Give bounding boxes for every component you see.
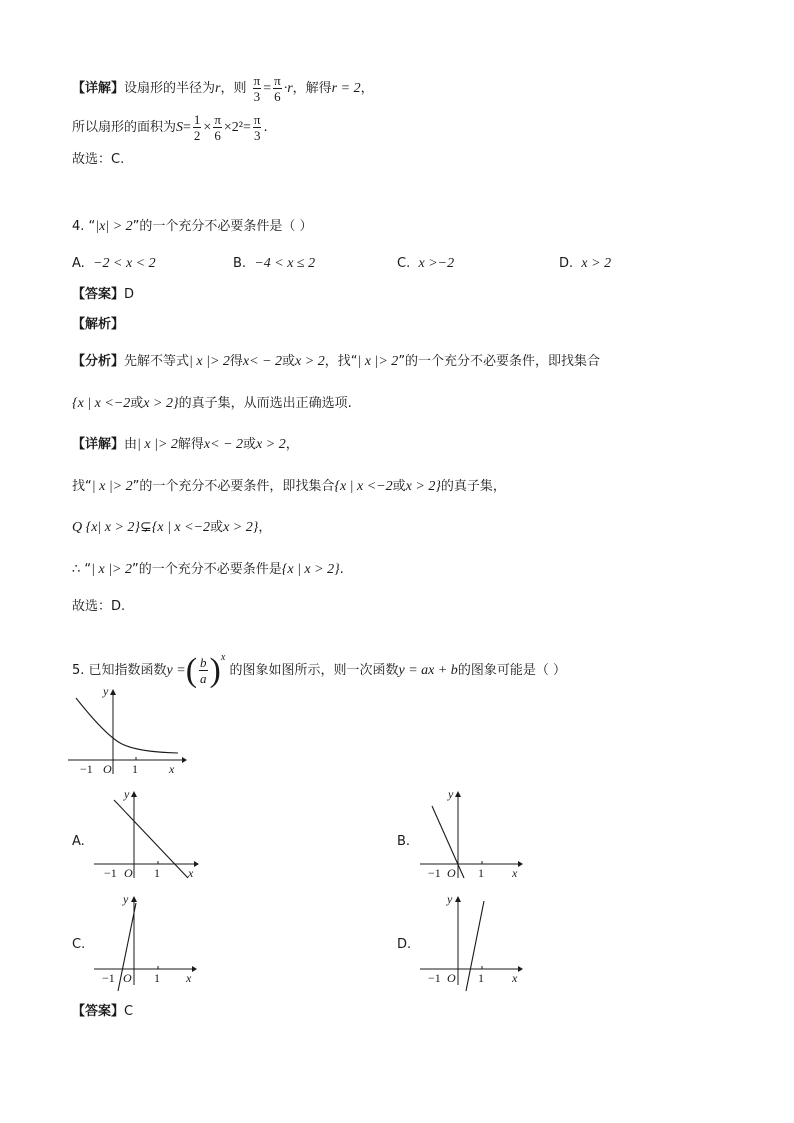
svg-text:y: y <box>103 684 109 698</box>
svg-text:y: y <box>123 892 129 906</box>
q3-detail-line1: 【详解】设扇形的半径为r，则 $\frac{\pi}{3}$ = $\frac{\pi}{6}$ ·r，解得r = 2， <box>72 73 374 104</box>
q5-option-b-graph <box>418 788 528 880</box>
q5-stem: 5. 已知指数函数y =( $\frac{b}{a}$ )$^x$ 的图象如图所示，则一次函数y = ax + b的图象可能是（ ） <box>72 651 566 689</box>
q5-option-a-graph <box>92 788 202 880</box>
svg-text:−1: −1 <box>428 971 441 985</box>
q4-choice: 故选：D. <box>72 599 126 614</box>
fraction: $\frac{\pi}{6}$ <box>214 112 221 143</box>
q5-option-d-label: D. <box>397 937 412 952</box>
svg-text:−1: −1 <box>428 866 441 880</box>
q4-answer: 【答案】D <box>72 287 135 302</box>
q5-option-c-label: C. <box>72 937 86 952</box>
q4-analysis-tag: 【解析】 <box>72 317 125 332</box>
q4-fenxi-line1: 【分析】先解不等式| x |> 2得x< − 2或x > 2，找“| x |> 2”的一个充分不必要条件，即找集合 <box>72 354 601 369</box>
svg-text:1: 1 <box>478 971 484 985</box>
svg-text:x: x <box>169 762 175 776</box>
svg-text:x: x <box>186 971 192 985</box>
svg-text:O: O <box>123 971 132 985</box>
svg-text:−1: −1 <box>102 971 115 985</box>
fraction: $\frac{\pi}{6}$ <box>274 73 281 104</box>
q3-choice: 故选：C. <box>72 152 125 167</box>
svg-text:O: O <box>447 971 456 985</box>
q4-option-b: B. −4 < x ≤ 2 <box>233 256 316 271</box>
svg-text:1: 1 <box>154 866 160 880</box>
detail-tag: 【详解】 <box>72 81 125 96</box>
q4-detail-line2: 找“| x |> 2”的一个充分不必要条件，即找集合{x | x <−2或x > 2}的真子集， <box>72 479 506 494</box>
svg-text:y: y <box>448 787 454 801</box>
svg-text:−1: −1 <box>104 866 117 880</box>
q5-option-c-graph <box>92 893 202 993</box>
q4-option-d: D. x > 2 <box>559 256 612 271</box>
q5-option-a-label: A. <box>72 834 85 849</box>
svg-text:O: O <box>103 762 112 776</box>
q5-answer: 【答案】C <box>72 1004 134 1019</box>
fraction: $\frac{b}{a}$ <box>200 655 207 686</box>
svg-text:−1: −1 <box>80 762 93 776</box>
svg-text:y: y <box>447 892 453 906</box>
fraction: $\frac{1}{2}$ <box>193 112 201 143</box>
q3-detail-line2: 所以扇形的面积为S= $\frac{1}{2}$ × $\frac{\pi}{6}$ ×2²= $\frac{\pi}{3}$ . <box>72 112 268 143</box>
q5-option-b-label: B. <box>397 834 411 849</box>
svg-text:1: 1 <box>132 762 138 776</box>
exponential-graph <box>66 686 186 778</box>
svg-text:O: O <box>124 866 133 880</box>
q4-stem: 4. “|x| > 2”的一个充分不必要条件是（ ） <box>72 219 313 234</box>
q4-detail-line1: 【详解】由| x |> 2解得x< − 2或x > 2， <box>72 437 299 452</box>
svg-text:O: O <box>447 866 456 880</box>
q4-detail-line4: ∴ “| x |> 2”的一个充分不必要条件是{x | x > 2}. <box>72 562 344 577</box>
svg-text:y: y <box>124 787 130 801</box>
svg-text:x: x <box>512 971 518 985</box>
q4-fenxi-line2: {x | x <−2或x > 2}的真子集，从而选出正确选项. <box>72 396 352 411</box>
q4-option-a: A. −2 < x < 2 <box>72 256 156 271</box>
fraction: $\frac{\pi}{3}$ <box>253 73 261 104</box>
fraction: $\frac{\pi}{3}$ <box>253 112 261 143</box>
q5-option-d-graph <box>418 893 528 993</box>
q4-option-c: C. x >−2 <box>397 256 455 271</box>
q4-detail-line3: Q {x| x > 2}⊊{x | x <−2或x > 2}， <box>72 520 272 535</box>
svg-text:1: 1 <box>478 866 484 880</box>
svg-text:1: 1 <box>154 971 160 985</box>
svg-text:x: x <box>512 866 518 880</box>
svg-text:x: x <box>188 866 194 880</box>
